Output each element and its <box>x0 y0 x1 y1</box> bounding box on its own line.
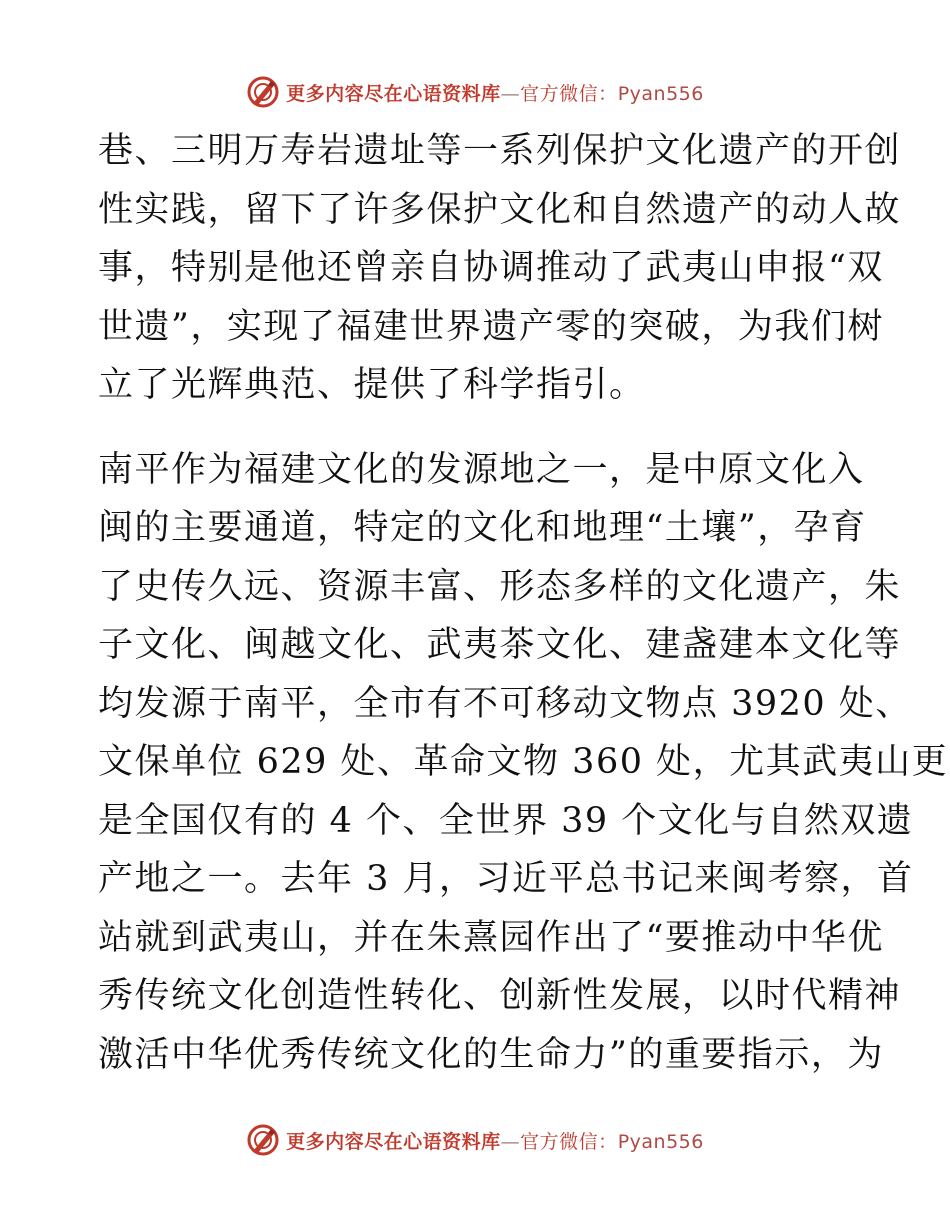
text-line: 事，特别是他还曾亲自协调推动了武夷山申报“双 <box>98 248 884 288</box>
text-line: 了史传久远、资源丰富、形态多样的文化遗产，朱 <box>98 566 902 607</box>
seal-pen-icon <box>246 75 280 109</box>
text-line: 文保单位 629 处、革命文物 360 处，尤其武夷山更 <box>98 742 949 782</box>
text-line: 世遗”，实现了福建世界遗产零的突破，为我们树 <box>98 306 884 347</box>
text-line: 均发源于南平，全市有不可移动文物点 3920 处、 <box>98 683 912 724</box>
banner-text <box>286 79 704 106</box>
text-line: 是全国仅有的 4 个、全世界 39 个文化与自然双遗 <box>98 800 914 841</box>
text-line: 激活中华优秀传统文化的生命力”的重要指示，为 <box>98 1034 884 1075</box>
banner-wechat-label: 官方微信： <box>520 82 618 105</box>
banner-wechat-label: 官方微信： <box>520 1130 618 1153</box>
text-line: 产地之一。去年 3 月，习近平总书记来闽考察，首 <box>98 859 914 899</box>
text-line: 子文化、闽越文化、武夷茶文化、建盏建本文化等 <box>98 625 902 665</box>
footer-banner <box>0 1120 950 1160</box>
banner-text <box>286 1127 704 1154</box>
banner-wechat-id: Pyan556 <box>617 1130 704 1153</box>
paragraph-1 <box>98 122 902 415</box>
paragraph-gap <box>98 415 858 441</box>
banner-title: 更多内容尽在心语资料库 <box>286 82 501 105</box>
text-line: 性实践，留下了许多保护文化和自然遗产的动人故 <box>98 189 902 230</box>
banner-wechat-id: Pyan556 <box>617 82 704 105</box>
paragraph-2 <box>98 441 949 1085</box>
banner-separator: — <box>500 1130 521 1153</box>
document-body <box>98 122 949 1084</box>
text-line: 闽的主要通道，特定的文化和地理“土壤”，孕育 <box>98 508 867 548</box>
text-line: 巷、三明万寿岩遗址等一系列保护文化遗产的开创 <box>98 131 902 171</box>
header-banner <box>0 72 950 112</box>
banner-separator: — <box>500 82 521 105</box>
text-line: 秀传统文化创造性转化、创新性发展，以时代精神 <box>98 976 902 1016</box>
banner-title: 更多内容尽在心语资料库 <box>286 1130 501 1153</box>
text-line: 南平作为福建文化的发源地之一，是中原文化入 <box>98 449 865 490</box>
text-line: 立了光辉典范、提供了科学指引。 <box>98 365 646 405</box>
seal-pen-icon <box>246 1123 280 1157</box>
text-line: 站就到武夷山，并在朱熹园作出了“要推动中华优 <box>98 917 884 958</box>
